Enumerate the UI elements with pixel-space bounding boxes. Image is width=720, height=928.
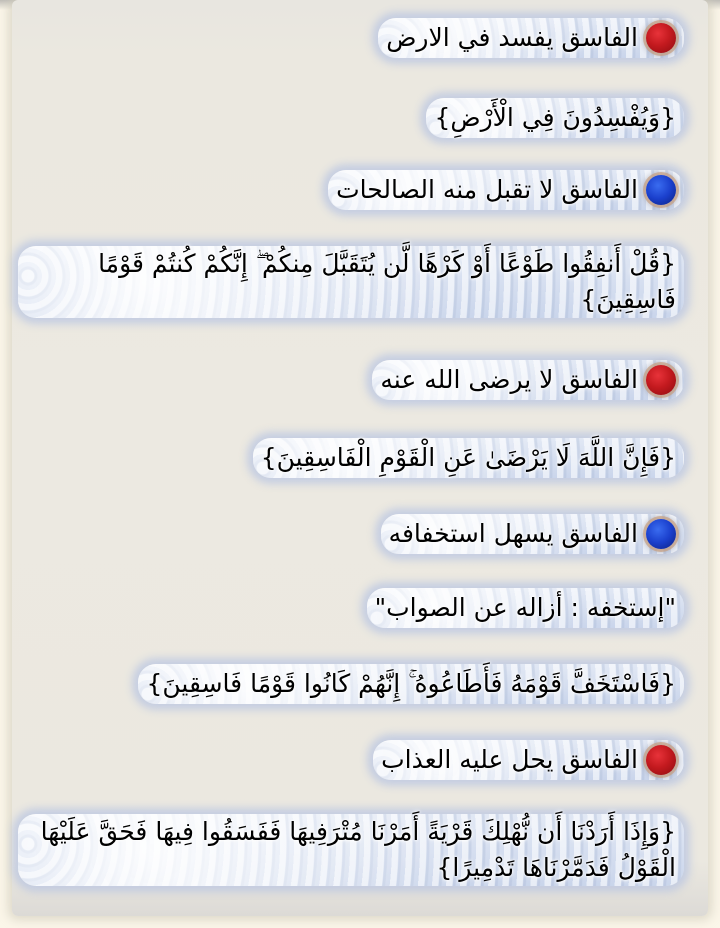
heading-deeds-not-accepted xyxy=(328,170,684,210)
verse-easily-misled: {فَاسْتَخَفَّ قَوْمَهُ فَأَطَاعُوهُ ۚ إِنَّهُمْ كَانُوا قَوْمًا فَاسِقِينَ} xyxy=(138,664,684,704)
document-page xyxy=(12,0,708,916)
blue-bullet-icon xyxy=(646,519,676,549)
red-bullet-icon xyxy=(646,365,676,395)
red-bullet-icon xyxy=(646,23,676,53)
heading-text: الفاسق يفسد في الارض xyxy=(386,23,638,52)
heading-text: الفاسق يسهل استخفافه xyxy=(388,519,638,548)
verse-corrupts-earth: {وَيُفْسِدُونَ فِي الْأَرْضِ} xyxy=(426,98,684,138)
blue-bullet-icon xyxy=(646,175,676,205)
verse-punishment: {وَإِذَا أَرَدْنَا أَن نُّهْلِكَ قَرْيَةً أَمَرْنَا مُتْرَفِيهَا فَفَسَقُوا فِيهَا فَحَقَّ عَلَيْهَا الْقَوْلُ فَدَمَّرْنَاهَا تَدْمِيرًا} xyxy=(18,814,684,886)
heading-text: الفاسق لا يرضى الله عنه xyxy=(380,365,638,394)
heading-allah-not-pleased xyxy=(372,360,684,400)
heading-text: الفاسق يحل عليه العذاب xyxy=(381,745,638,774)
definition-istakhaffa: "إستخفه : أزاله عن الصواب" xyxy=(367,588,684,628)
heading-punishment xyxy=(373,740,684,780)
heading-text: الفاسق لا تقبل منه الصالحات xyxy=(336,175,638,204)
red-bullet-icon xyxy=(646,745,676,775)
verse-deeds-not-accepted: {قُلْ أَنفِقُوا طَوْعًا أَوْ كَرْهًا لَّن يُتَقَبَّلَ مِنكُمْ ۖ إِنَّكُمْ كُنتُمْ قَوْمًا فَاسِقِينَ} xyxy=(18,246,684,318)
verse-allah-not-pleased: {فَإِنَّ اللَّهَ لَا يَرْضَىٰ عَنِ الْقَوْمِ الْفَاسِقِينَ} xyxy=(253,438,684,478)
heading-easily-misled xyxy=(381,514,684,554)
heading-corrupts-earth xyxy=(378,18,684,58)
